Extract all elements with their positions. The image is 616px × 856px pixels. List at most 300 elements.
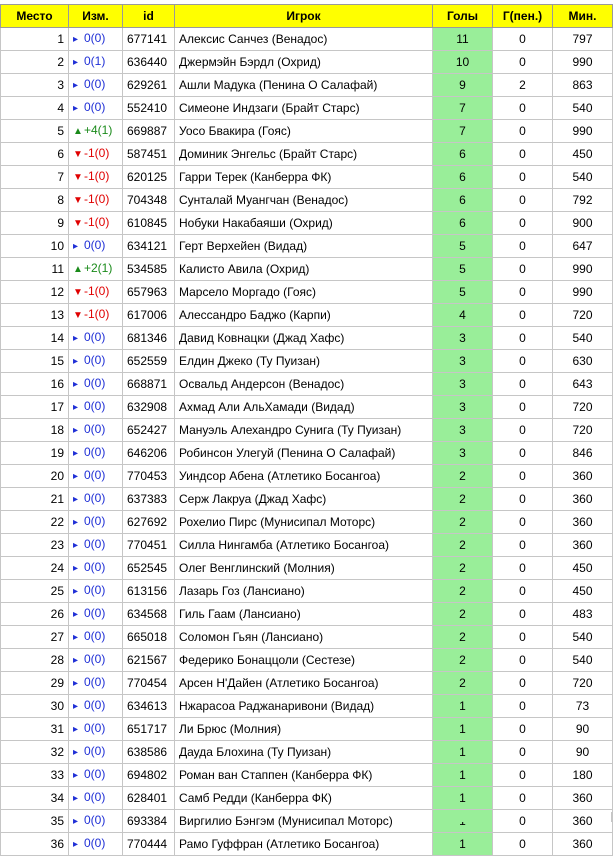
change-cell[interactable] [69,212,123,235]
player-cell[interactable]: Освальд Андерсон (Венадос) [175,373,433,396]
player-cell[interactable]: Давид Ковнацки (Джад Хафс) [175,327,433,350]
table-row [1,258,613,281]
id-cell[interactable]: 636440 [123,51,175,74]
change-cell[interactable] [69,603,123,626]
place-cell[interactable]: 9 [1,212,69,235]
place-cell[interactable]: 31 [1,718,69,741]
id-cell[interactable]: 770451 [123,534,175,557]
right-arrow-icon: ▸ [73,448,79,459]
player-cell[interactable]: Арсен Н'Дайен (Атлетико Босангоа) [175,672,433,695]
place-cell[interactable]: 33 [1,764,69,787]
player-cell[interactable]: Доминик Энгельс (Брайт Старс) [175,143,433,166]
change-cell[interactable] [69,787,123,810]
place-cell[interactable]: 7 [1,166,69,189]
id-cell[interactable]: 638586 [123,741,175,764]
place-cell[interactable]: 36 [1,833,69,856]
change-value: 0(0) [84,721,106,735]
id-cell[interactable]: 621567 [123,649,175,672]
player-cell[interactable]: Нобуки Накабаяши (Охрид) [175,212,433,235]
mins-cell[interactable]: 797 [553,28,613,51]
id-cell[interactable]: 651717 [123,718,175,741]
goals-cell[interactable]: 1 [433,695,493,718]
pen-cell[interactable]: 0 [493,143,553,166]
id-cell[interactable]: 770453 [123,465,175,488]
place-cell[interactable]: 15 [1,350,69,373]
place-cell[interactable]: 21 [1,488,69,511]
table-row [1,189,613,212]
player-cell[interactable]: Марсело Моргадо (Гояс) [175,281,433,304]
change-cell[interactable] [69,741,123,764]
mins-cell[interactable]: 990 [553,51,613,74]
change-value: 0(0) [84,330,106,344]
pen-cell[interactable]: 0 [493,350,553,373]
mins-cell[interactable]: 720 [553,419,613,442]
pen-cell[interactable]: 0 [493,28,553,51]
place-cell[interactable]: 2 [1,51,69,74]
table-row [1,166,613,189]
pen-cell[interactable]: 0 [493,465,553,488]
place-cell[interactable]: 16 [1,373,69,396]
place-cell[interactable]: 34 [1,787,69,810]
id-cell[interactable]: 620125 [123,166,175,189]
id-cell[interactable]: 652545 [123,557,175,580]
id-cell[interactable]: 704348 [123,189,175,212]
change-value: -1(0) [84,169,110,183]
goals-cell[interactable]: 1 [433,787,493,810]
mins-cell[interactable]: 450 [553,580,613,603]
table-row [1,396,613,419]
change-value: 0(0) [84,100,106,114]
id-cell[interactable]: 677141 [123,28,175,51]
change-cell[interactable] [69,557,123,580]
goals-cell[interactable]: 9 [433,74,493,97]
mins-cell[interactable]: 360 [553,810,613,833]
goals-cell[interactable]: 2 [433,580,493,603]
pen-cell[interactable]: 0 [493,97,553,120]
pen-cell[interactable]: 0 [493,419,553,442]
goals-cell[interactable]: 6 [433,189,493,212]
id-cell[interactable]: 693384 [123,810,175,833]
place-cell[interactable]: 22 [1,511,69,534]
mins-cell[interactable]: 846 [553,442,613,465]
right-arrow-icon: ▸ [73,34,79,45]
goals-cell[interactable]: 10 [433,51,493,74]
id-cell[interactable]: 668871 [123,373,175,396]
player-cell[interactable]: Роман ван Стаппен (Канберра ФК) [175,764,433,787]
goals-cell[interactable]: 3 [433,396,493,419]
player-cell[interactable]: Уиндсор Абена (Атлетико Босангоа) [175,465,433,488]
id-cell[interactable]: 634121 [123,235,175,258]
place-cell[interactable]: 4 [1,97,69,120]
header-mins[interactable]: Мин. [553,5,613,28]
mins-cell[interactable]: 360 [553,833,613,856]
place-cell[interactable]: 32 [1,741,69,764]
id-cell[interactable]: 634613 [123,695,175,718]
change-cell[interactable] [69,51,123,74]
place-cell[interactable]: 28 [1,649,69,672]
pen-cell[interactable]: 0 [493,557,553,580]
goals-cell[interactable]: 6 [433,166,493,189]
goals-cell[interactable]: 2 [433,672,493,695]
id-cell[interactable]: 681346 [123,327,175,350]
place-cell[interactable]: 1 [1,28,69,51]
player-cell[interactable]: Елдин Джеко (Ту Пуизан) [175,350,433,373]
goals-cell[interactable]: 6 [433,212,493,235]
pen-cell[interactable]: 0 [493,189,553,212]
right-arrow-icon: ▸ [73,632,79,643]
mins-cell[interactable]: 720 [553,304,613,327]
player-cell[interactable]: Федерико Бонаццоли (Сестезе) [175,649,433,672]
down-arrow-icon: ▼ [73,218,83,229]
mins-cell[interactable]: 450 [553,143,613,166]
change-value: 0(0) [84,744,106,758]
table-row [1,695,613,718]
change-cell[interactable] [69,281,123,304]
id-cell[interactable]: 629261 [123,74,175,97]
change-cell[interactable] [69,488,123,511]
pen-cell[interactable]: 0 [493,626,553,649]
mins-cell[interactable]: 990 [553,281,613,304]
player-cell[interactable]: Серж Лакруа (Джад Хафс) [175,488,433,511]
place-cell[interactable]: 23 [1,534,69,557]
goals-cell[interactable]: 7 [433,97,493,120]
pen-cell[interactable]: 0 [493,603,553,626]
place-cell[interactable]: 29 [1,672,69,695]
pen-cell[interactable]: 0 [493,695,553,718]
change-value: 0(0) [84,77,106,91]
change-cell[interactable] [69,28,123,51]
pen-cell[interactable]: 0 [493,511,553,534]
player-cell[interactable]: Рохелио Пирс (Мунисипал Моторс) [175,511,433,534]
change-cell[interactable] [69,626,123,649]
player-cell[interactable]: Гиль Гаам (Лансиано) [175,603,433,626]
goals-cell[interactable]: 3 [433,327,493,350]
header-pen[interactable]: Г(пен.) [493,5,553,28]
player-cell[interactable]: Мануэль Алехандро Сунига (Ту Пуизан) [175,419,433,442]
player-cell[interactable]: Рамо Гуффран (Атлетико Босангоа) [175,833,433,856]
pen-cell[interactable]: 0 [493,396,553,419]
player-cell[interactable]: Ли Брюс (Молния) [175,718,433,741]
change-cell[interactable] [69,166,123,189]
mins-cell[interactable]: 180 [553,764,613,787]
change-cell[interactable] [69,649,123,672]
id-cell[interactable]: 617006 [123,304,175,327]
mins-cell[interactable]: 360 [553,465,613,488]
id-cell[interactable]: 669887 [123,120,175,143]
change-cell[interactable] [69,235,123,258]
right-arrow-icon: ▸ [73,563,79,574]
id-cell[interactable]: 657963 [123,281,175,304]
goals-cell[interactable]: 3 [433,373,493,396]
pen-cell[interactable]: 0 [493,235,553,258]
pen-cell[interactable]: 0 [493,488,553,511]
header-change[interactable]: Изм. [69,5,123,28]
player-cell[interactable]: Герт Верхейен (Видад) [175,235,433,258]
pen-cell[interactable]: 0 [493,166,553,189]
change-cell[interactable] [69,695,123,718]
change-cell[interactable] [69,143,123,166]
place-cell[interactable]: 27 [1,626,69,649]
player-cell[interactable]: Виргилио Бэнгэм (Мунисипал Моторс) [175,810,433,833]
change-cell[interactable] [69,396,123,419]
mins-cell[interactable]: 483 [553,603,613,626]
goals-cell[interactable]: 3 [433,442,493,465]
place-cell[interactable]: 20 [1,465,69,488]
place-cell[interactable]: 13 [1,304,69,327]
mins-cell[interactable]: 647 [553,235,613,258]
pen-cell[interactable]: 0 [493,787,553,810]
right-arrow-icon: ▸ [73,517,79,528]
id-cell[interactable]: 632908 [123,396,175,419]
id-cell[interactable]: 587451 [123,143,175,166]
pen-cell[interactable]: 0 [493,258,553,281]
place-cell[interactable]: 11 [1,258,69,281]
change-cell[interactable] [69,97,123,120]
mins-cell[interactable]: 540 [553,626,613,649]
id-cell[interactable]: 665018 [123,626,175,649]
change-cell[interactable] [69,304,123,327]
pen-cell[interactable]: 0 [493,534,553,557]
mins-cell[interactable]: 643 [553,373,613,396]
header-id[interactable]: id [123,5,175,28]
player-cell[interactable]: Симеоне Индзаги (Брайт Старс) [175,97,433,120]
table-row [1,626,613,649]
change-cell[interactable] [69,120,123,143]
header-player[interactable]: Игрок [175,5,433,28]
place-cell[interactable]: 3 [1,74,69,97]
goals-cell[interactable]: 4 [433,304,493,327]
change-cell[interactable] [69,534,123,557]
pen-cell[interactable]: 0 [493,810,553,833]
right-arrow-icon: ▸ [73,839,79,850]
goals-cell[interactable]: 2 [433,603,493,626]
place-cell[interactable]: 17 [1,396,69,419]
mins-cell[interactable]: 540 [553,97,613,120]
player-cell[interactable]: Уосо Бвакира (Гояс) [175,120,433,143]
pen-cell[interactable]: 0 [493,373,553,396]
change-cell[interactable] [69,764,123,787]
place-cell[interactable]: 14 [1,327,69,350]
place-cell[interactable]: 10 [1,235,69,258]
id-cell[interactable]: 646206 [123,442,175,465]
player-cell[interactable]: Ашли Мадука (Пенина О Салафай) [175,74,433,97]
header-place[interactable]: Место [1,5,69,28]
place-cell[interactable]: 26 [1,603,69,626]
mins-cell[interactable]: 360 [553,488,613,511]
place-cell[interactable]: 35 [1,810,69,833]
id-cell[interactable]: 552410 [123,97,175,120]
goals-cell[interactable]: 2 [433,465,493,488]
id-cell[interactable]: 694802 [123,764,175,787]
table-row [1,718,613,741]
player-cell[interactable]: Джермэйн Бэрдл (Охрид) [175,51,433,74]
id-cell[interactable]: 634568 [123,603,175,626]
goals-cell[interactable]: 1 [433,833,493,856]
change-cell[interactable] [69,373,123,396]
down-arrow-icon: ▼ [73,172,83,183]
table-row [1,419,613,442]
player-cell[interactable]: Калисто Авила (Охрид) [175,258,433,281]
id-cell[interactable]: 652427 [123,419,175,442]
pen-cell[interactable]: 0 [493,672,553,695]
pen-cell[interactable]: 0 [493,212,553,235]
table-row [1,603,613,626]
goals-cell[interactable]: 5 [433,258,493,281]
change-cell[interactable] [69,580,123,603]
player-cell[interactable]: Олег Венглинский (Молния) [175,557,433,580]
player-cell[interactable]: Самб Редди (Канберра ФК) [175,787,433,810]
pen-cell[interactable]: 0 [493,281,553,304]
right-arrow-icon: ▸ [73,747,79,758]
change-cell[interactable] [69,833,123,856]
change-cell[interactable] [69,718,123,741]
pen-cell[interactable]: 0 [493,649,553,672]
player-cell[interactable]: Гарри Терек (Канберра ФК) [175,166,433,189]
pen-cell[interactable]: 0 [493,304,553,327]
id-cell[interactable]: 652559 [123,350,175,373]
pen-cell[interactable]: 0 [493,718,553,741]
goals-cell[interactable]: 2 [433,534,493,557]
id-cell[interactable]: 534585 [123,258,175,281]
mins-cell[interactable]: 863 [553,74,613,97]
id-cell[interactable]: 613156 [123,580,175,603]
change-cell[interactable] [69,419,123,442]
player-cell[interactable]: Робинсон Улегуй (Пенина О Салафай) [175,442,433,465]
mins-cell[interactable]: 792 [553,189,613,212]
goals-cell[interactable]: 2 [433,626,493,649]
pen-cell[interactable]: 0 [493,580,553,603]
pen-cell[interactable]: 0 [493,442,553,465]
pen-cell[interactable]: 0 [493,741,553,764]
id-cell[interactable]: 628401 [123,787,175,810]
mins-cell[interactable]: 73 [553,695,613,718]
change-value: 0(0) [84,698,106,712]
place-cell[interactable]: 19 [1,442,69,465]
down-arrow-icon: ▼ [73,195,83,206]
mins-cell[interactable]: 540 [553,649,613,672]
goals-cell[interactable]: 3 [433,419,493,442]
down-arrow-icon: ▼ [73,287,83,298]
change-cell[interactable] [69,74,123,97]
mins-cell[interactable]: 990 [553,120,613,143]
goals-cell[interactable]: 1 [433,718,493,741]
right-arrow-icon: ▸ [73,770,79,781]
id-cell[interactable]: 610845 [123,212,175,235]
mins-cell[interactable]: 720 [553,672,613,695]
id-cell[interactable]: 770444 [123,833,175,856]
change-cell[interactable] [69,511,123,534]
table-row [1,350,613,373]
place-cell[interactable]: 8 [1,189,69,212]
goals-cell[interactable]: 1 [433,741,493,764]
place-cell[interactable]: 25 [1,580,69,603]
id-cell[interactable]: 637383 [123,488,175,511]
pen-cell[interactable]: 0 [493,51,553,74]
pen-cell[interactable]: 0 [493,764,553,787]
player-cell[interactable]: Силла Нингамба (Атлетико Босангоа) [175,534,433,557]
change-value: 0(0) [84,583,106,597]
player-cell[interactable]: Алексис Санчез (Венадос) [175,28,433,51]
goals-cell[interactable]: 2 [433,511,493,534]
mins-cell[interactable]: 630 [553,350,613,373]
change-cell[interactable] [69,672,123,695]
down-arrow-icon: ▼ [73,310,83,321]
player-cell[interactable]: Сунталай Муангчан (Венадос) [175,189,433,212]
change-value: 0(0) [84,790,106,804]
goals-cell[interactable]: 2 [433,557,493,580]
place-cell[interactable]: 24 [1,557,69,580]
player-cell[interactable]: Дауда Блохина (Ту Пуизан) [175,741,433,764]
place-cell[interactable]: 12 [1,281,69,304]
change-value: -1(0) [84,284,110,298]
change-value: 0(0) [84,560,106,574]
table-row [1,74,613,97]
goals-cell[interactable]: 11 [433,28,493,51]
place-cell[interactable]: 18 [1,419,69,442]
right-arrow-icon: ▸ [73,540,79,551]
change-cell[interactable] [69,442,123,465]
goals-cell[interactable]: 5 [433,235,493,258]
id-cell[interactable]: 770454 [123,672,175,695]
id-cell[interactable]: 627692 [123,511,175,534]
mins-cell[interactable]: 720 [553,396,613,419]
player-cell[interactable]: Соломон Гьян (Лансиано) [175,626,433,649]
pen-cell[interactable]: 0 [493,327,553,350]
goals-cell[interactable]: 1 [433,764,493,787]
change-cell[interactable] [69,327,123,350]
mins-cell[interactable]: 360 [553,787,613,810]
change-value: -1(0) [84,146,110,160]
pen-cell[interactable]: 2 [493,74,553,97]
table-row [1,833,613,856]
pen-cell[interactable]: 0 [493,120,553,143]
mins-cell[interactable]: 450 [553,557,613,580]
change-value: 0(0) [84,353,106,367]
place-cell[interactable]: 6 [1,143,69,166]
pen-cell[interactable]: 0 [493,833,553,856]
mins-cell[interactable]: 90 [553,718,613,741]
mins-cell[interactable]: 540 [553,327,613,350]
right-arrow-icon: ▸ [73,816,79,827]
goals-cell[interactable]: 6 [433,143,493,166]
change-cell[interactable] [69,189,123,212]
mins-cell[interactable]: 900 [553,212,613,235]
mins-cell[interactable]: 360 [553,534,613,557]
player-cell[interactable]: Нжарасоа Раджанаривони (Видад) [175,695,433,718]
change-cell[interactable] [69,350,123,373]
goals-cell[interactable]: 2 [433,488,493,511]
change-cell[interactable] [69,465,123,488]
place-cell[interactable]: 30 [1,695,69,718]
mins-cell[interactable]: 360 [553,511,613,534]
change-cell[interactable] [69,258,123,281]
right-arrow-icon: ▸ [73,402,79,413]
up-arrow-icon: ▲ [73,126,83,137]
mins-cell[interactable]: 90 [553,741,613,764]
goals-cell[interactable]: 2 [433,649,493,672]
table-row [1,764,613,787]
goals-cell[interactable]: 3 [433,350,493,373]
header-goals[interactable]: Голы [433,5,493,28]
place-cell[interactable]: 5 [1,120,69,143]
player-cell[interactable]: Лазарь Гоз (Лансиано) [175,580,433,603]
player-cell[interactable]: Алессандро Баджо (Карпи) [175,304,433,327]
goals-cell[interactable]: 7 [433,120,493,143]
mins-cell[interactable]: 540 [553,166,613,189]
mins-cell[interactable]: 990 [553,258,613,281]
goals-cell[interactable]: 5 [433,281,493,304]
player-cell[interactable]: Ахмад Али АльХамади (Видад) [175,396,433,419]
